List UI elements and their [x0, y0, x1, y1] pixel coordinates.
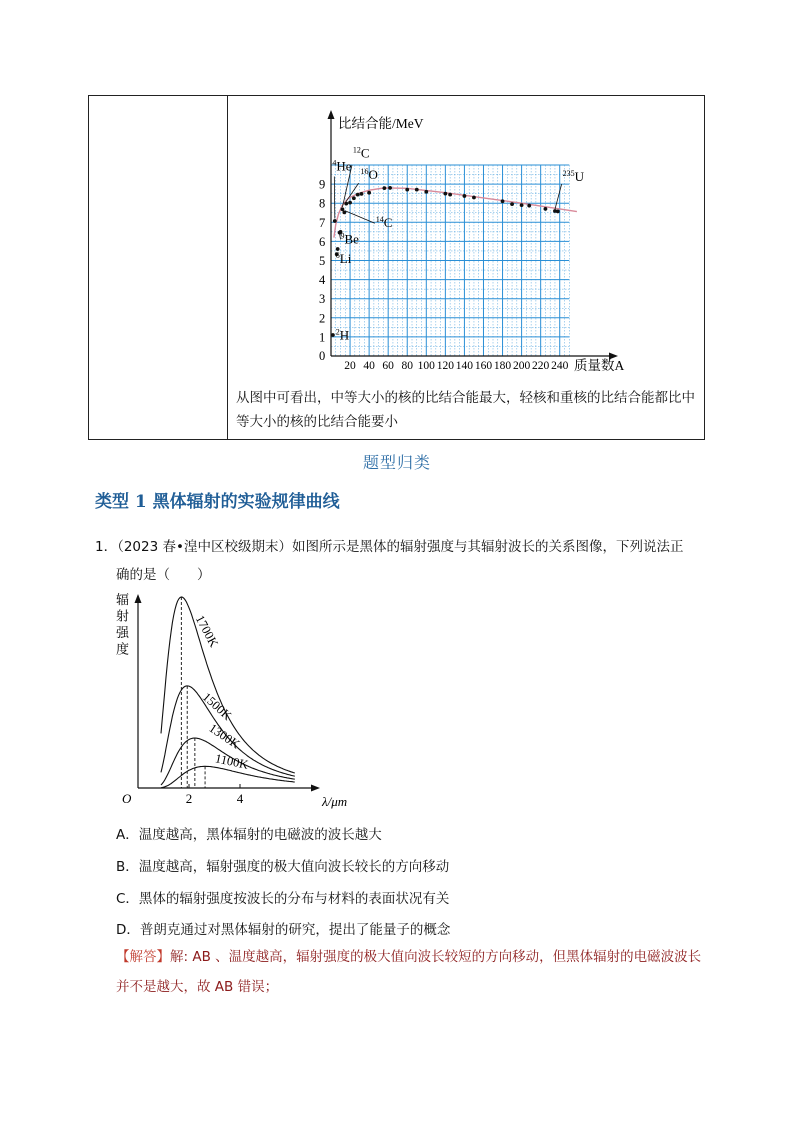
y-tick-label: 9	[319, 177, 326, 192]
data-point	[388, 186, 392, 190]
x-tick-label: 200	[512, 360, 531, 372]
bb-x-tick-label: 2	[185, 791, 193, 806]
option-d: D．普朗克通过对黑体辐射的研究，提出了能量子的概念	[116, 922, 451, 938]
y-tick-label: 4	[319, 273, 326, 288]
bb-x-arrow	[311, 785, 320, 792]
type-heading: 类型 1 黑体辐射的实验规律曲线	[95, 492, 340, 512]
x-tick-label: 80	[401, 360, 413, 372]
y-tick-label: 6	[319, 234, 326, 249]
data-point	[360, 192, 364, 196]
y-tick-label: 5	[319, 254, 326, 268]
bb-curve-labels	[193, 613, 250, 772]
data-point	[520, 203, 524, 207]
data-point	[544, 207, 548, 211]
data-point	[405, 188, 409, 192]
x-tick-label: 40	[363, 360, 375, 372]
data-point	[472, 196, 476, 200]
bb-origin: O	[122, 791, 132, 806]
data-point	[348, 201, 352, 205]
nuclide-label: $^4$He	[332, 158, 352, 174]
nuclide-labels	[332, 145, 584, 342]
answer-tag: 【解答】	[116, 949, 170, 965]
x-tick-label: 140	[455, 360, 474, 372]
blackbody-chart	[108, 588, 368, 812]
data-point	[356, 193, 360, 197]
bb-x-ticks	[186, 784, 244, 806]
bb-y-arrow	[135, 594, 142, 603]
x-tick-label: 240	[551, 360, 569, 372]
nuclide-label: $^{235}$U	[562, 169, 584, 185]
x-tick-label: 120	[436, 360, 454, 372]
data-point	[415, 188, 419, 192]
data-point	[527, 204, 531, 208]
bb-y-label-char: 强	[116, 625, 130, 640]
section-title: 题型归类	[362, 453, 431, 472]
answer-text: 解: AB 、温度越高，辐射强度的极大值向波长较短的方向移动，但黑体辐射的电磁波波长并不是越大，故 AB 错误；	[116, 949, 702, 995]
bb-x-tick-label: 4	[236, 791, 244, 806]
data-point	[463, 194, 467, 198]
x-tick-label: 160	[474, 360, 493, 372]
data-point	[333, 219, 337, 223]
option-b: B．温度越高，辐射强度的极大值向波长较长的方向移动	[116, 859, 450, 875]
binding-energy-chart	[300, 108, 640, 376]
data-point	[443, 192, 447, 196]
y-tick-label: 8	[319, 196, 326, 211]
origin-zero: 0	[319, 349, 326, 363]
x-tick-label: 220	[532, 360, 550, 372]
y-tick-label: 3	[319, 292, 326, 307]
bb-y-axis-label	[116, 592, 130, 657]
x-tick-label: 100	[417, 360, 435, 372]
data-point	[510, 202, 514, 206]
table-column-divider	[227, 95, 228, 440]
bb-curve-label: 1700K	[192, 612, 222, 650]
data-point	[344, 202, 348, 206]
option-c: C．黑体的辐射强度按波长的分布与材料的表面状况有关	[116, 891, 450, 907]
nuclide-label: $^{12}$C	[352, 145, 370, 161]
data-point	[367, 191, 371, 195]
x-tick-label: 60	[382, 360, 394, 372]
data-point	[382, 186, 386, 190]
y-axis-arrow	[328, 110, 335, 119]
bb-x-axis-label: λ/μm	[322, 794, 348, 809]
y-tick-label: 1	[319, 330, 326, 345]
question-stem-continuation: 确的是（ ）	[116, 567, 211, 583]
data-point	[556, 210, 560, 214]
nuclide-label: $^9$Be	[340, 231, 359, 247]
nuclide-label: $^{16}$O	[360, 167, 378, 183]
x-tick-labels	[344, 360, 568, 372]
bb-curve-label: 1500K	[199, 689, 235, 724]
bb-curve-label: 1100K	[213, 751, 250, 772]
bb-curve-label: 1300K	[206, 720, 243, 752]
y-tick-label: 2	[319, 311, 326, 326]
data-point	[424, 190, 428, 194]
nuclide-label: $^2$H	[335, 327, 350, 343]
data-point	[331, 333, 335, 337]
bb-y-label-char: 度	[116, 641, 130, 657]
y-axis-label: 比结合能/MeV	[338, 116, 424, 131]
data-point	[352, 196, 356, 200]
nuclide-label: $^6$Li	[335, 251, 352, 267]
x-axis-label: 质量数A	[574, 358, 625, 373]
question-stem: 1．（2023 春•湟中区校级期末）如图所示是黑体的辐射强度与其辐射波长的关系图像，下列说法正	[95, 539, 684, 555]
x-tick-label: 20	[344, 360, 356, 372]
data-point	[501, 199, 505, 203]
chart-caption: 从图中可看出，中等大小的核的比结合能最大，轻核和重核的比结合能都比中等大小的核的比结合能要小	[236, 390, 695, 430]
bb-y-label-char: 射	[116, 608, 130, 624]
y-tick-label: 7	[319, 215, 326, 230]
option-a: A．温度越高，黑体辐射的电磁波的波长越大	[116, 827, 382, 843]
x-tick-label: 180	[493, 360, 512, 372]
answer-block	[116, 942, 706, 1002]
nuclide-leader	[555, 184, 562, 209]
bb-y-label-char: 辐	[116, 592, 130, 607]
nuclide-label: $^{14}$C	[375, 214, 393, 230]
y-tick-labels	[319, 178, 326, 345]
data-point	[448, 193, 452, 197]
